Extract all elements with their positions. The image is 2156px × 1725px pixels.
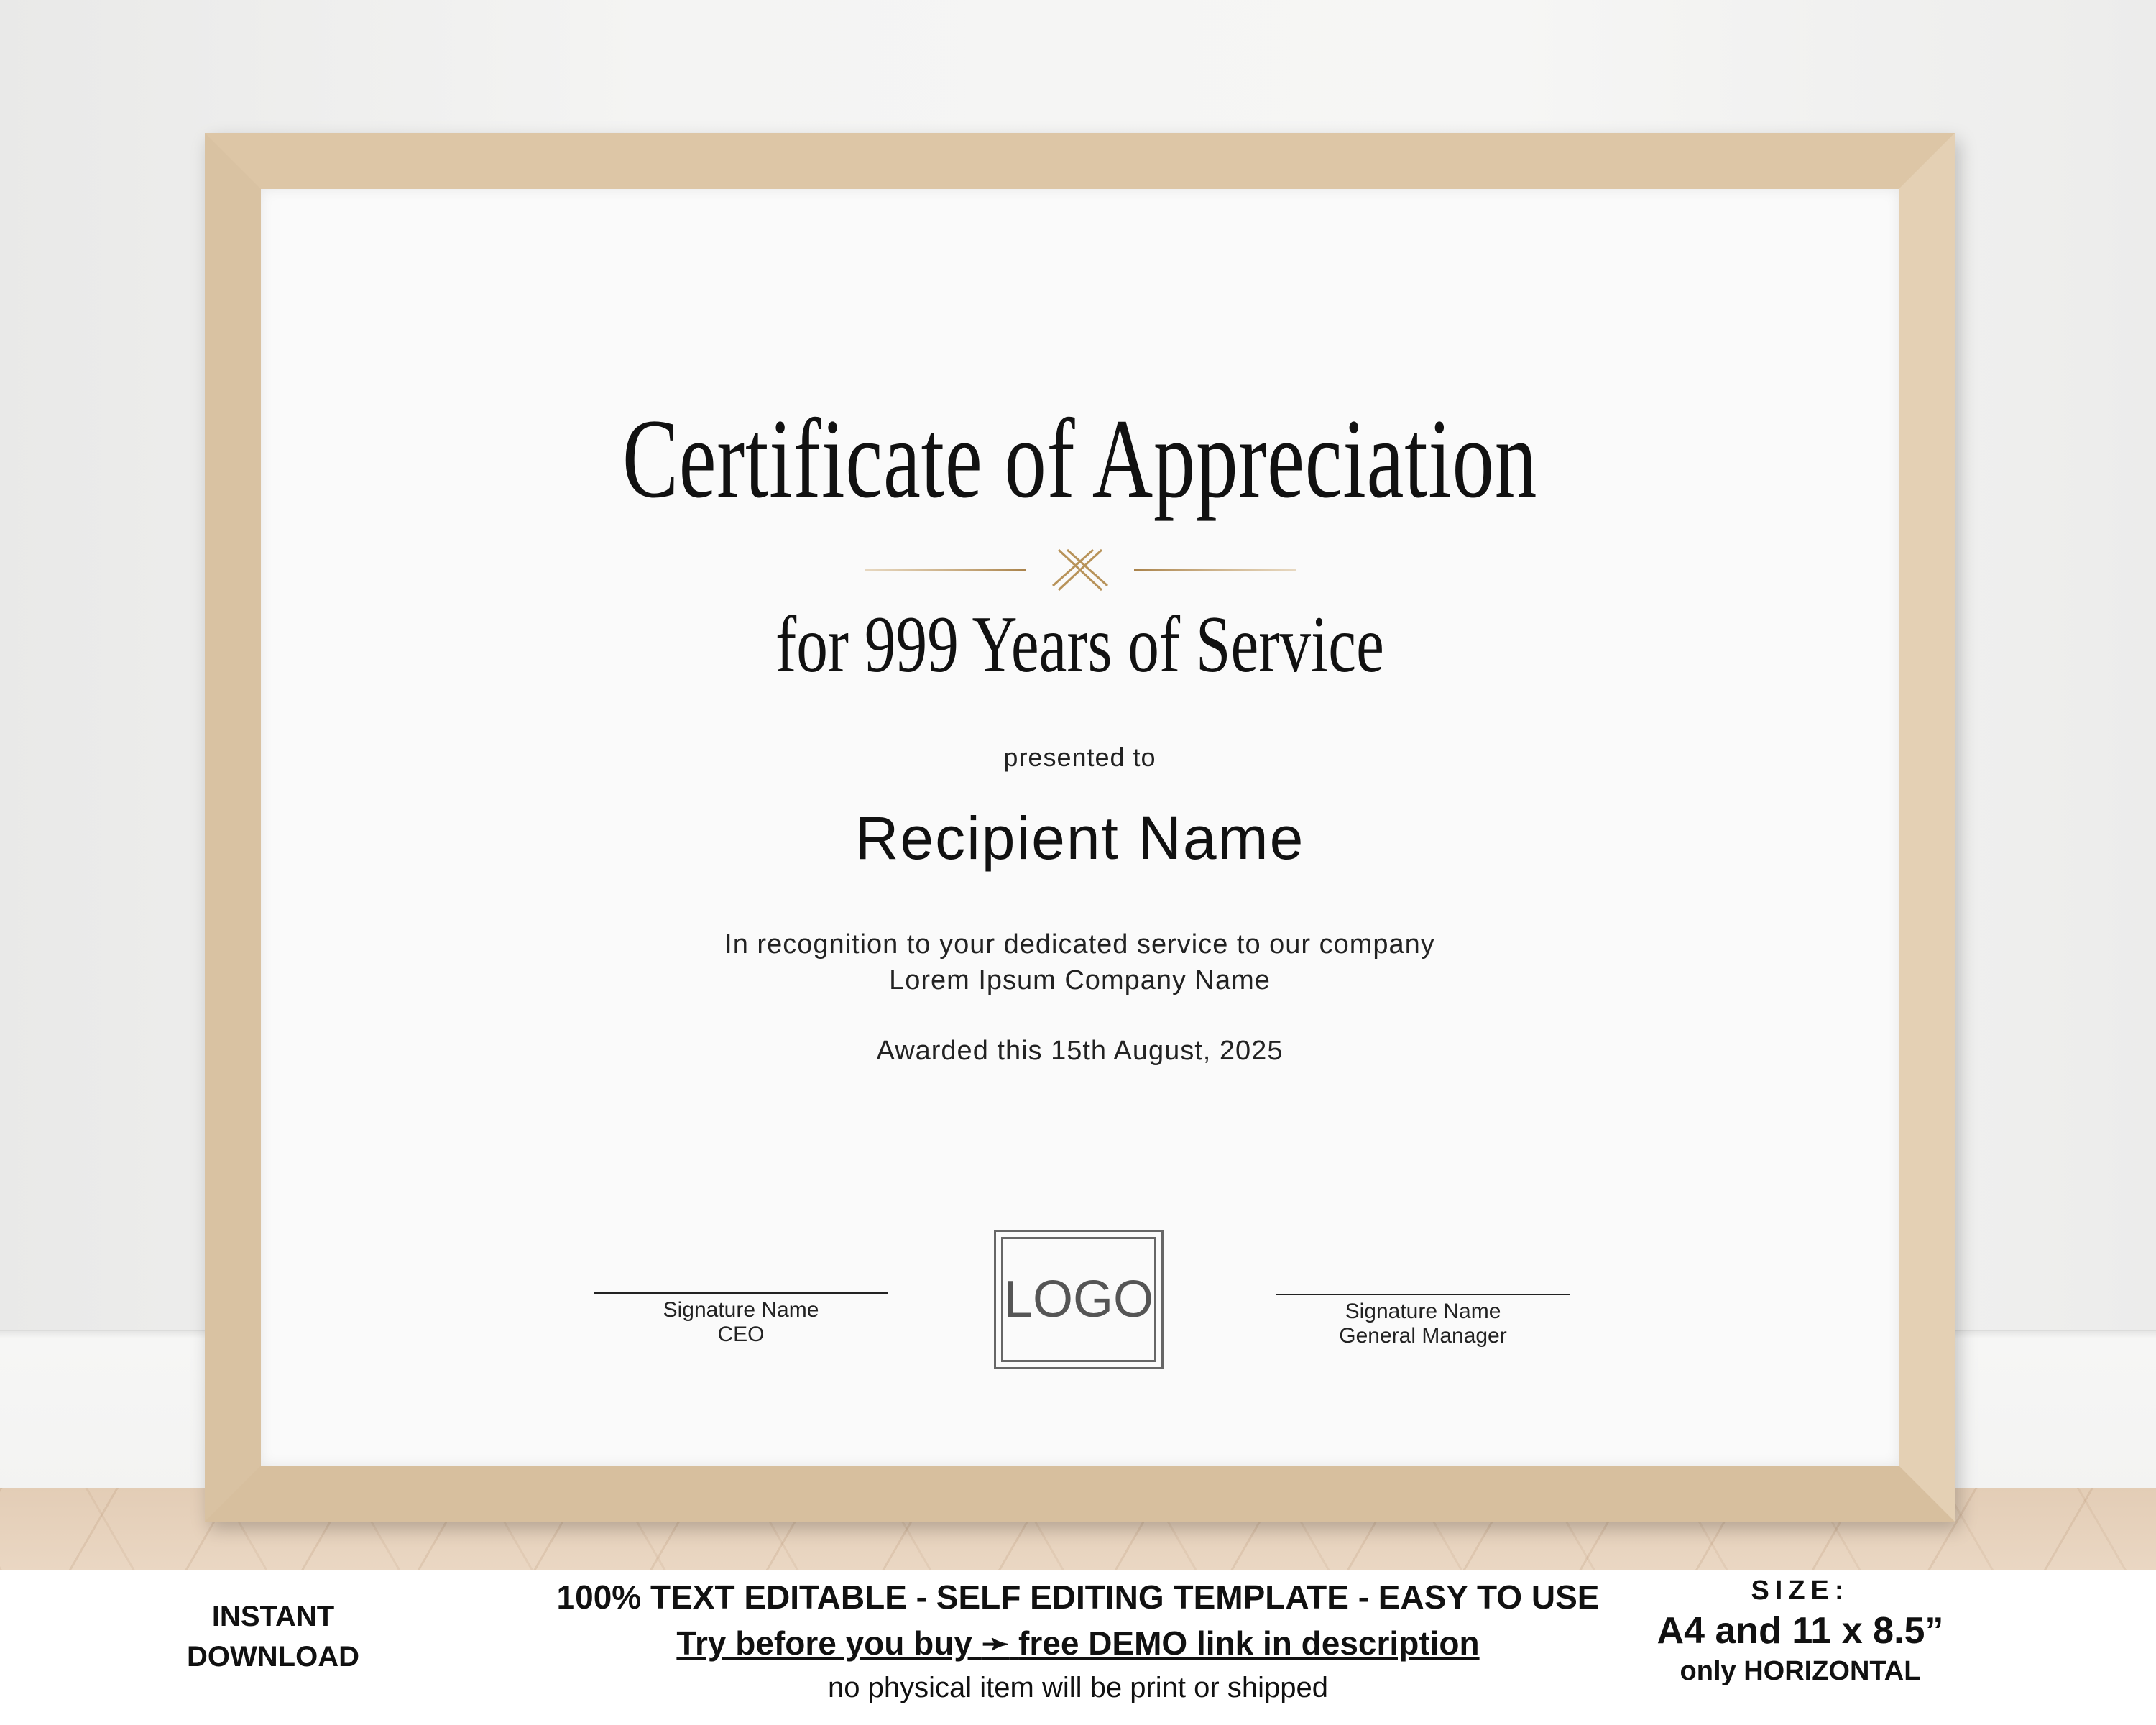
- recognition-text: In recognition to your dedicated service to our company: [724, 929, 1435, 960]
- editable-note: 100% TEXT EDITABLE - SELF EDITING TEMPLATE - EASY TO USE: [556, 1578, 1600, 1616]
- size-info: [1595, 1573, 2005, 1688]
- logo-placeholder: [994, 1230, 1164, 1369]
- demo-link-note: [503, 1619, 1653, 1667]
- signature-line: [594, 1292, 888, 1294]
- size-value: A4 and 11 x 8.5”: [1657, 1610, 1944, 1652]
- ornament-diamond: [1053, 543, 1107, 597]
- recipient-name: Recipient Name: [854, 804, 1305, 872]
- certificate-title: Certificate of Appreciation: [622, 396, 1538, 522]
- ornament-line-left: [865, 569, 1026, 571]
- gold-ornament-divider: [865, 541, 1296, 599]
- size-orientation: only HORIZONTAL: [1680, 1656, 1921, 1686]
- company-name: Lorem Ipsum Company Name: [889, 965, 1271, 995]
- presented-to-label: presented to: [1003, 742, 1156, 772]
- wooden-frame: [205, 133, 1955, 1522]
- certificate-subtitle: for 999 Years of Service: [775, 600, 1384, 689]
- instant-line: INSTANT: [211, 1601, 335, 1632]
- signature-role: General Manager: [1339, 1324, 1507, 1348]
- arrow-icon: ➛: [981, 1624, 1010, 1662]
- signature-block-general-manager: [1276, 1294, 1570, 1348]
- no-physical-note: no physical item will be print or shipped: [828, 1672, 1328, 1703]
- certificate-paper: [261, 189, 1899, 1466]
- awarded-date: Awarded this 15th August, 2025: [876, 1036, 1284, 1066]
- signature-block-ceo: [594, 1292, 888, 1347]
- demo-prefix: Try before you buy: [676, 1624, 972, 1662]
- signature-name: Signature Name: [663, 1298, 819, 1322]
- banner-center-text: [503, 1575, 1653, 1708]
- logo-text: LOGO: [1001, 1237, 1156, 1362]
- signature-name: Signature Name: [1345, 1300, 1501, 1323]
- signature-role: CEO: [717, 1322, 765, 1346]
- instant-download-label: [151, 1596, 395, 1677]
- signature-line: [1276, 1294, 1570, 1295]
- info-banner: [0, 1570, 2156, 1725]
- size-label: SIZE:: [1751, 1576, 1850, 1606]
- demo-suffix: free DEMO link in description: [1018, 1624, 1480, 1662]
- download-line: DOWNLOAD: [187, 1641, 359, 1673]
- ornament-line-right: [1134, 569, 1296, 571]
